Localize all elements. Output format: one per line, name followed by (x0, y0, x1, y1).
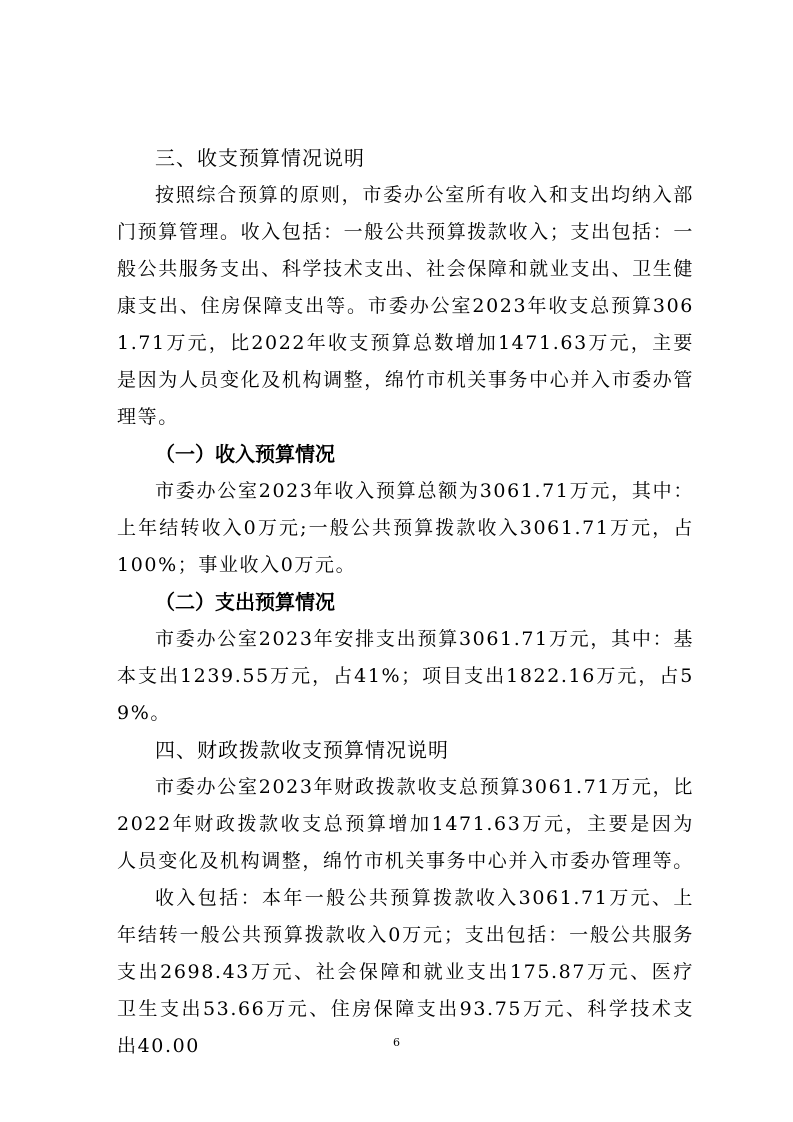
section-3-subsection-2-paragraph: 市委办公室2023年安排支出预算3061.71万元，其中：基本支出1239.55万元，占41%；项目支出1822.16万元，占59%。 (117, 628, 694, 724)
section-3-title: 三、收支预算情况说明 (155, 146, 365, 170)
section-4-title: 四、财政拨款收支预算情况说明 (155, 738, 449, 762)
section-3-subsection-1-title: （一）收入预算情况 (155, 442, 335, 466)
page-content (117, 140, 694, 1065)
section-4-paragraph-1: 市委办公室2023年财政拨款收支总预算3061.71万元，比2022年财政拨款收支总预算增加1471.63万元，主要是因为人员变化及机构调整，绵竹市机关事务中心并入市委办管理等。 (117, 776, 694, 872)
section-3-paragraph-1: 按照综合预算的原则，市委办公室所有收入和支出均纳入部门预算管理。收入包括：一般公共预算拨款收入；支出包括：一般公共服务支出、科学技术支出、社会保障和就业支出、卫生健康支出、住房保障支出等。市委办公室2023年收支总预算3061.71万元，比2022年收支预算总数增加1471.63万元，主要是因为人员变化及机构调整，绵竹市机关事务中心并入市委办管理等。 (117, 184, 694, 428)
section-4-paragraph-2: 收入包括：本年一般公共预算拨款收入3061.71万元、上年结转一般公共预算拨款收入0万元；支出包括：一般公共服务支出2698.43万元、社会保障和就业支出175.87万元、医疗卫生支出53.66万元、住房保障支出93.75万元、科学技术支出40.00 (117, 887, 694, 1057)
section-3-subsection-2-title: （二）支出预算情况 (155, 590, 335, 614)
page-number: 6 (393, 1036, 400, 1049)
section-3-subsection-1-paragraph: 市委办公室2023年收入预算总额为3061.71万元，其中：上年结转收入0万元;一般公共预算拨款收入3061.71万元，占100%；事业收入0万元。 (117, 480, 694, 576)
